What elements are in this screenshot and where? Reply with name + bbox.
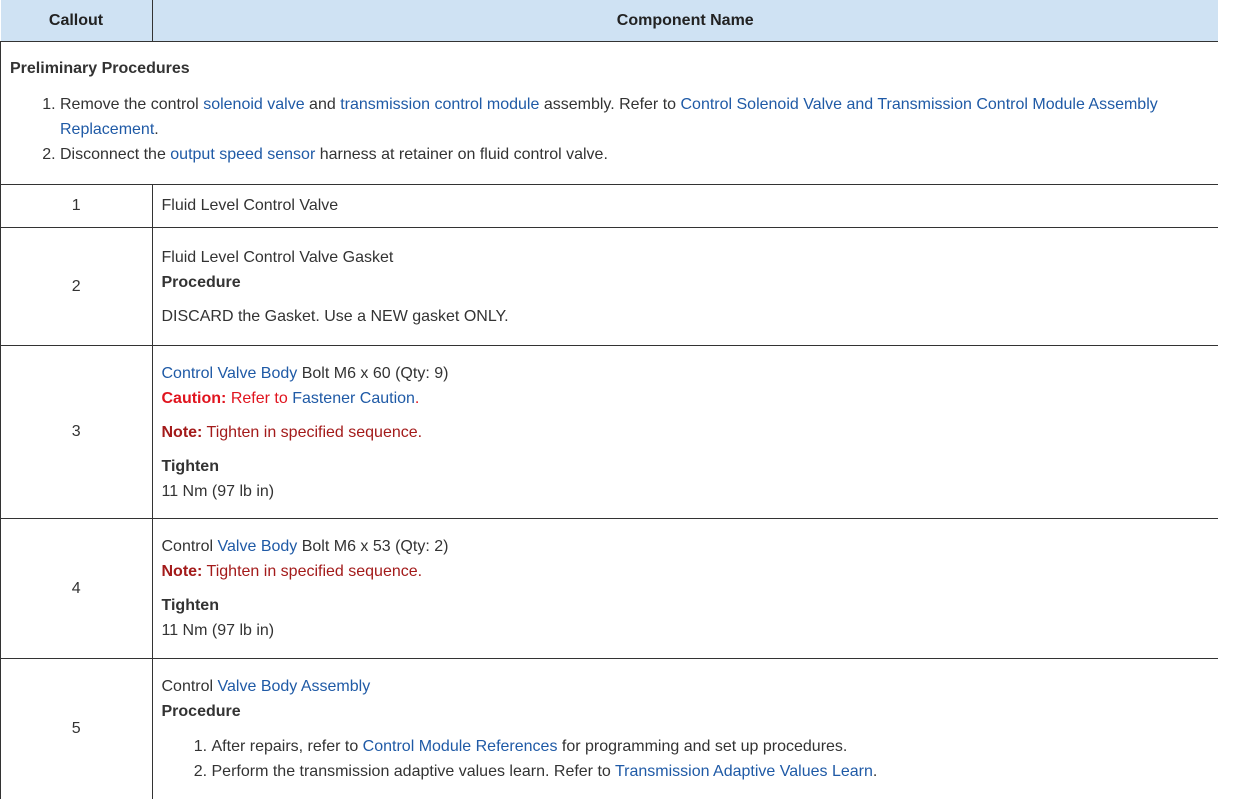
preliminary-steps [10, 92, 1208, 167]
procedure-step-2 [212, 759, 1219, 784]
table-row [1, 659, 1219, 799]
preliminary-step-1 [60, 92, 1208, 142]
step-text: Remove the control [60, 95, 204, 113]
procedure-step-1 [212, 734, 1219, 759]
caution-text: Refer to [226, 389, 293, 407]
note-label: Note: [161, 563, 203, 580]
step-text: . [154, 120, 159, 138]
component-name-header: Component Name [152, 0, 1218, 42]
table-row [1, 185, 1219, 228]
procedure-steps [162, 734, 1219, 784]
note-line [162, 559, 1219, 584]
component-label [162, 674, 1219, 699]
preliminary-step-2 [60, 142, 1208, 167]
procedure-label: Procedure [161, 273, 241, 291]
step-text: Disconnect the [60, 145, 171, 163]
tighten-value: 11 Nm (97 lb in) [161, 482, 275, 500]
component-name [152, 659, 1218, 799]
component-label: Fluid Level Control Valve [161, 197, 339, 214]
component-label [162, 534, 1219, 559]
callout-number: 4 [1, 519, 153, 659]
step-text: assembly. Refer to [539, 95, 681, 113]
output-speed-sensor-link[interactable]: output speed sensor [170, 145, 316, 163]
tighten-label: Tighten [161, 597, 219, 614]
callout-number: 5 [1, 659, 153, 799]
control-module-references-link[interactable]: Control Module References [362, 737, 558, 755]
component-label-rest: Bolt M6 x 60 (Qty: 9) [297, 364, 449, 382]
step-text: harness at retainer on fluid control valve. [315, 145, 608, 163]
valve-body-link[interactable]: Valve Body [217, 538, 298, 555]
caution-label: Caution: [161, 389, 227, 407]
callout-number: 1 [1, 185, 153, 228]
table-header-row [1, 0, 1219, 42]
valve-body-assembly-link[interactable]: Valve Body Assembly [217, 677, 371, 695]
adaptive-values-learn-link[interactable]: Transmission Adaptive Values Learn [614, 762, 873, 780]
caution-line [162, 386, 1219, 411]
procedure-label: Procedure [161, 702, 241, 720]
replacement-procedure-link[interactable]: Control Solenoid Valve and Transmission Control Module Assembly Replacement [60, 95, 1158, 138]
procedure-text: DISCARD the Gasket. Use a NEW gasket ONLY. [161, 307, 509, 325]
callout-header: Callout [1, 0, 153, 42]
step-text: . [872, 762, 878, 780]
callout-number: 3 [1, 346, 153, 519]
component-name [152, 519, 1218, 659]
note-line [162, 420, 1219, 445]
component-label: Fluid Level Control Valve Gasket [161, 248, 394, 266]
step-text: Perform the transmission adaptive values learn. Refer to [211, 762, 615, 780]
caution-text: . [414, 389, 420, 407]
table-row [1, 228, 1219, 346]
component-name [152, 346, 1218, 519]
step-text: for programming and set up procedures. [557, 737, 848, 755]
preliminary-title: Preliminary Procedures [10, 59, 190, 77]
solenoid-valve-link[interactable]: solenoid valve [203, 95, 305, 113]
note-text: Tighten in specified sequence. [202, 423, 423, 441]
tcm-link[interactable]: transmission control module [340, 95, 540, 113]
component-name [152, 185, 1218, 228]
tighten-label: Tighten [161, 457, 219, 475]
callout-number: 2 [1, 228, 153, 346]
component-label-prefix: Control [161, 538, 218, 555]
step-text: and [304, 95, 341, 113]
component-name [152, 228, 1218, 346]
component-label-prefix: Control [161, 677, 218, 695]
tighten-value: 11 Nm (97 lb in) [161, 622, 275, 639]
component-label [162, 361, 1219, 386]
note-text: Tighten in specified sequence. [202, 563, 423, 580]
note-label: Note: [161, 423, 203, 441]
fastener-caution-link[interactable]: Fastener Caution [292, 389, 415, 407]
step-text: After repairs, refer to [211, 737, 363, 755]
table-row [1, 519, 1219, 659]
table-row [1, 346, 1219, 519]
control-valve-body-link[interactable]: Control Valve Body [161, 364, 298, 382]
preliminary-procedures [1, 42, 1219, 185]
component-label-rest: Bolt M6 x 53 (Qty: 2) [297, 538, 449, 555]
preliminary-row [1, 42, 1219, 185]
